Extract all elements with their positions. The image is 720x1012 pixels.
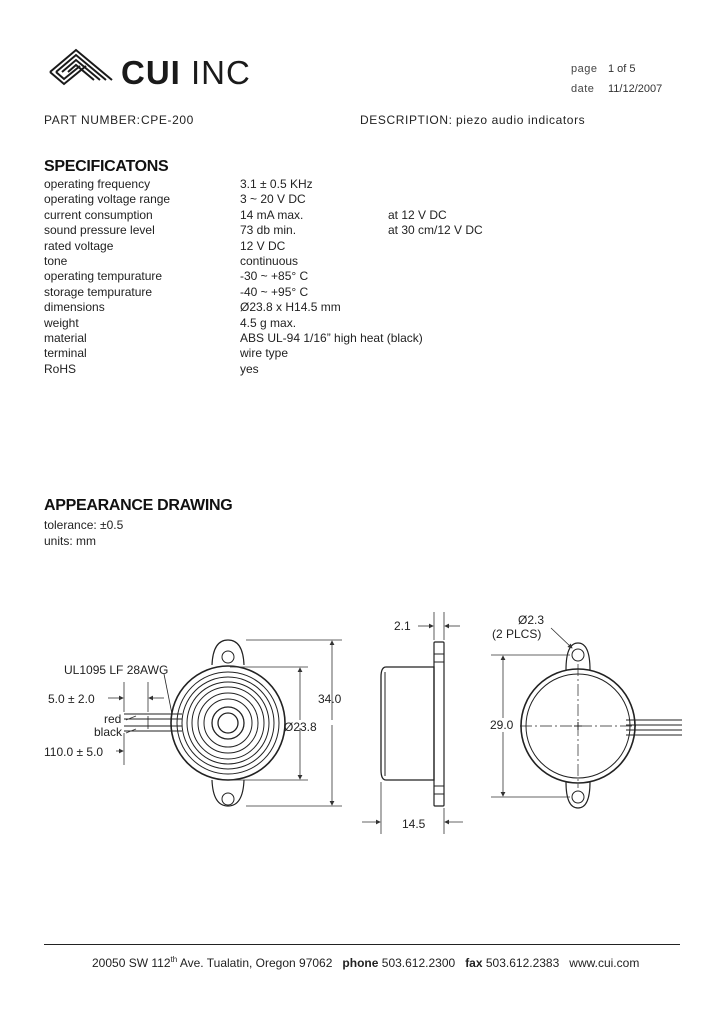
overall-height-label: 34.0 — [318, 692, 342, 706]
company-logo-text — [121, 54, 251, 92]
spec-name: terminal — [44, 346, 87, 361]
tolerance-text: tolerance: ±0.5 — [44, 518, 124, 532]
hole-count-label: (2 PLCS) — [492, 627, 542, 641]
spec-name: weight — [44, 315, 79, 330]
spec-name: dimensions — [44, 300, 105, 315]
hole-spacing-label: 29.0 — [490, 718, 514, 732]
spec-value: 14 mA max. — [240, 207, 304, 222]
spec-value: -30 ~ +85° C — [240, 269, 309, 284]
spec-note: at 12 V DC — [388, 207, 447, 222]
page-value: 1 of 5 — [608, 63, 636, 75]
date-label: date — [571, 83, 595, 95]
spec-value: 4.5 g max. — [240, 315, 297, 330]
phone-value: 503.612.2300 — [381, 956, 456, 970]
spec-value: -40 ~ +95° C — [240, 284, 309, 299]
fax-label: fax — [465, 956, 483, 970]
spec-name: operating frequency — [44, 177, 151, 191]
spec-value: Ø23.8 x H14.5 mm — [240, 300, 341, 315]
spec-name: current consumption — [44, 207, 153, 222]
spec-value: yes — [240, 361, 259, 376]
body-height-label: 14.5 — [402, 817, 426, 831]
cui-logo-icon — [46, 42, 116, 90]
spec-name: tone — [44, 254, 68, 268]
spec-name: RoHS — [44, 361, 77, 376]
body-diameter-label: Ø23.8 — [284, 720, 317, 734]
spec-name: operating tempurature — [44, 269, 163, 284]
website-link[interactable]: www.cui.com — [569, 956, 640, 970]
date-value: 11/12/2007 — [608, 83, 663, 95]
company-name: CUI — [121, 54, 181, 91]
spec-row — [44, 223, 684, 238]
page-label: page — [571, 63, 598, 75]
spec-row — [44, 316, 684, 331]
wire-spec-label: UL1095 LF 28AWG — [64, 663, 169, 677]
spec-row — [44, 269, 684, 284]
spec-row — [44, 177, 684, 192]
appearance-drawing — [0, 600, 720, 840]
spec-name: sound pressure level — [44, 223, 155, 238]
part-number-label: PART NUMBER: — [44, 113, 141, 127]
spec-name: operating voltage range — [44, 192, 171, 207]
back-view — [520, 643, 682, 808]
spec-value: continuous — [240, 254, 299, 268]
spec-row — [44, 239, 684, 254]
footer-address-post: Ave. Tualatin, Oregon 97062 — [177, 956, 333, 970]
phone-label: phone — [342, 956, 379, 970]
footer-divider — [44, 944, 680, 945]
part-number-value: CPE-200 — [141, 113, 194, 127]
description-label: DESCRIPTION: — [360, 113, 453, 127]
spec-value: wire type — [240, 346, 289, 361]
spec-name: material — [44, 331, 87, 345]
spec-row — [44, 254, 684, 269]
tab-thickness-label: 2.1 — [394, 619, 411, 633]
spec-row — [44, 331, 684, 346]
company-suffix: INC — [191, 54, 251, 91]
strip-length-label: 5.0 ± 2.0 — [48, 692, 95, 706]
spec-name: rated voltage — [44, 238, 114, 253]
appearance-title: APPEARANCE DRAWING — [44, 497, 233, 514]
spec-value: 73 db min. — [240, 223, 297, 238]
wire-length-label: 110.0 ± 5.0 — [44, 745, 104, 759]
spec-note: at 30 cm/12 V DC — [388, 223, 483, 238]
spec-row — [44, 346, 684, 361]
hole-diameter-label: Ø2.3 — [518, 613, 545, 627]
footer-address-sup: th — [170, 955, 178, 964]
specifications-title: SPECIFICATONS — [44, 158, 169, 175]
units-text: units: mm — [44, 534, 97, 548]
spec-row — [44, 285, 684, 300]
description-value: piezo audio indicators — [456, 113, 586, 127]
spec-value: 3.1 ± 0.5 KHz — [240, 177, 313, 191]
spec-row — [44, 192, 684, 207]
side-view — [381, 642, 444, 806]
footer-address-pre: 20050 SW 112 — [92, 956, 171, 970]
spec-value: 12 V DC — [240, 238, 286, 253]
red-wire-label: red — [104, 712, 122, 726]
fax-value: 503.612.2383 — [485, 956, 560, 970]
spec-row — [44, 208, 684, 223]
spec-row — [44, 300, 684, 315]
footer-contact — [92, 955, 639, 970]
spec-value: ABS UL-94 1/16” high heat (black) — [240, 331, 423, 345]
black-wire-label: black — [94, 725, 123, 739]
spec-value: 3 ~ 20 V DC — [240, 192, 306, 207]
spec-name: storage tempurature — [44, 284, 153, 299]
spec-row — [44, 362, 684, 377]
